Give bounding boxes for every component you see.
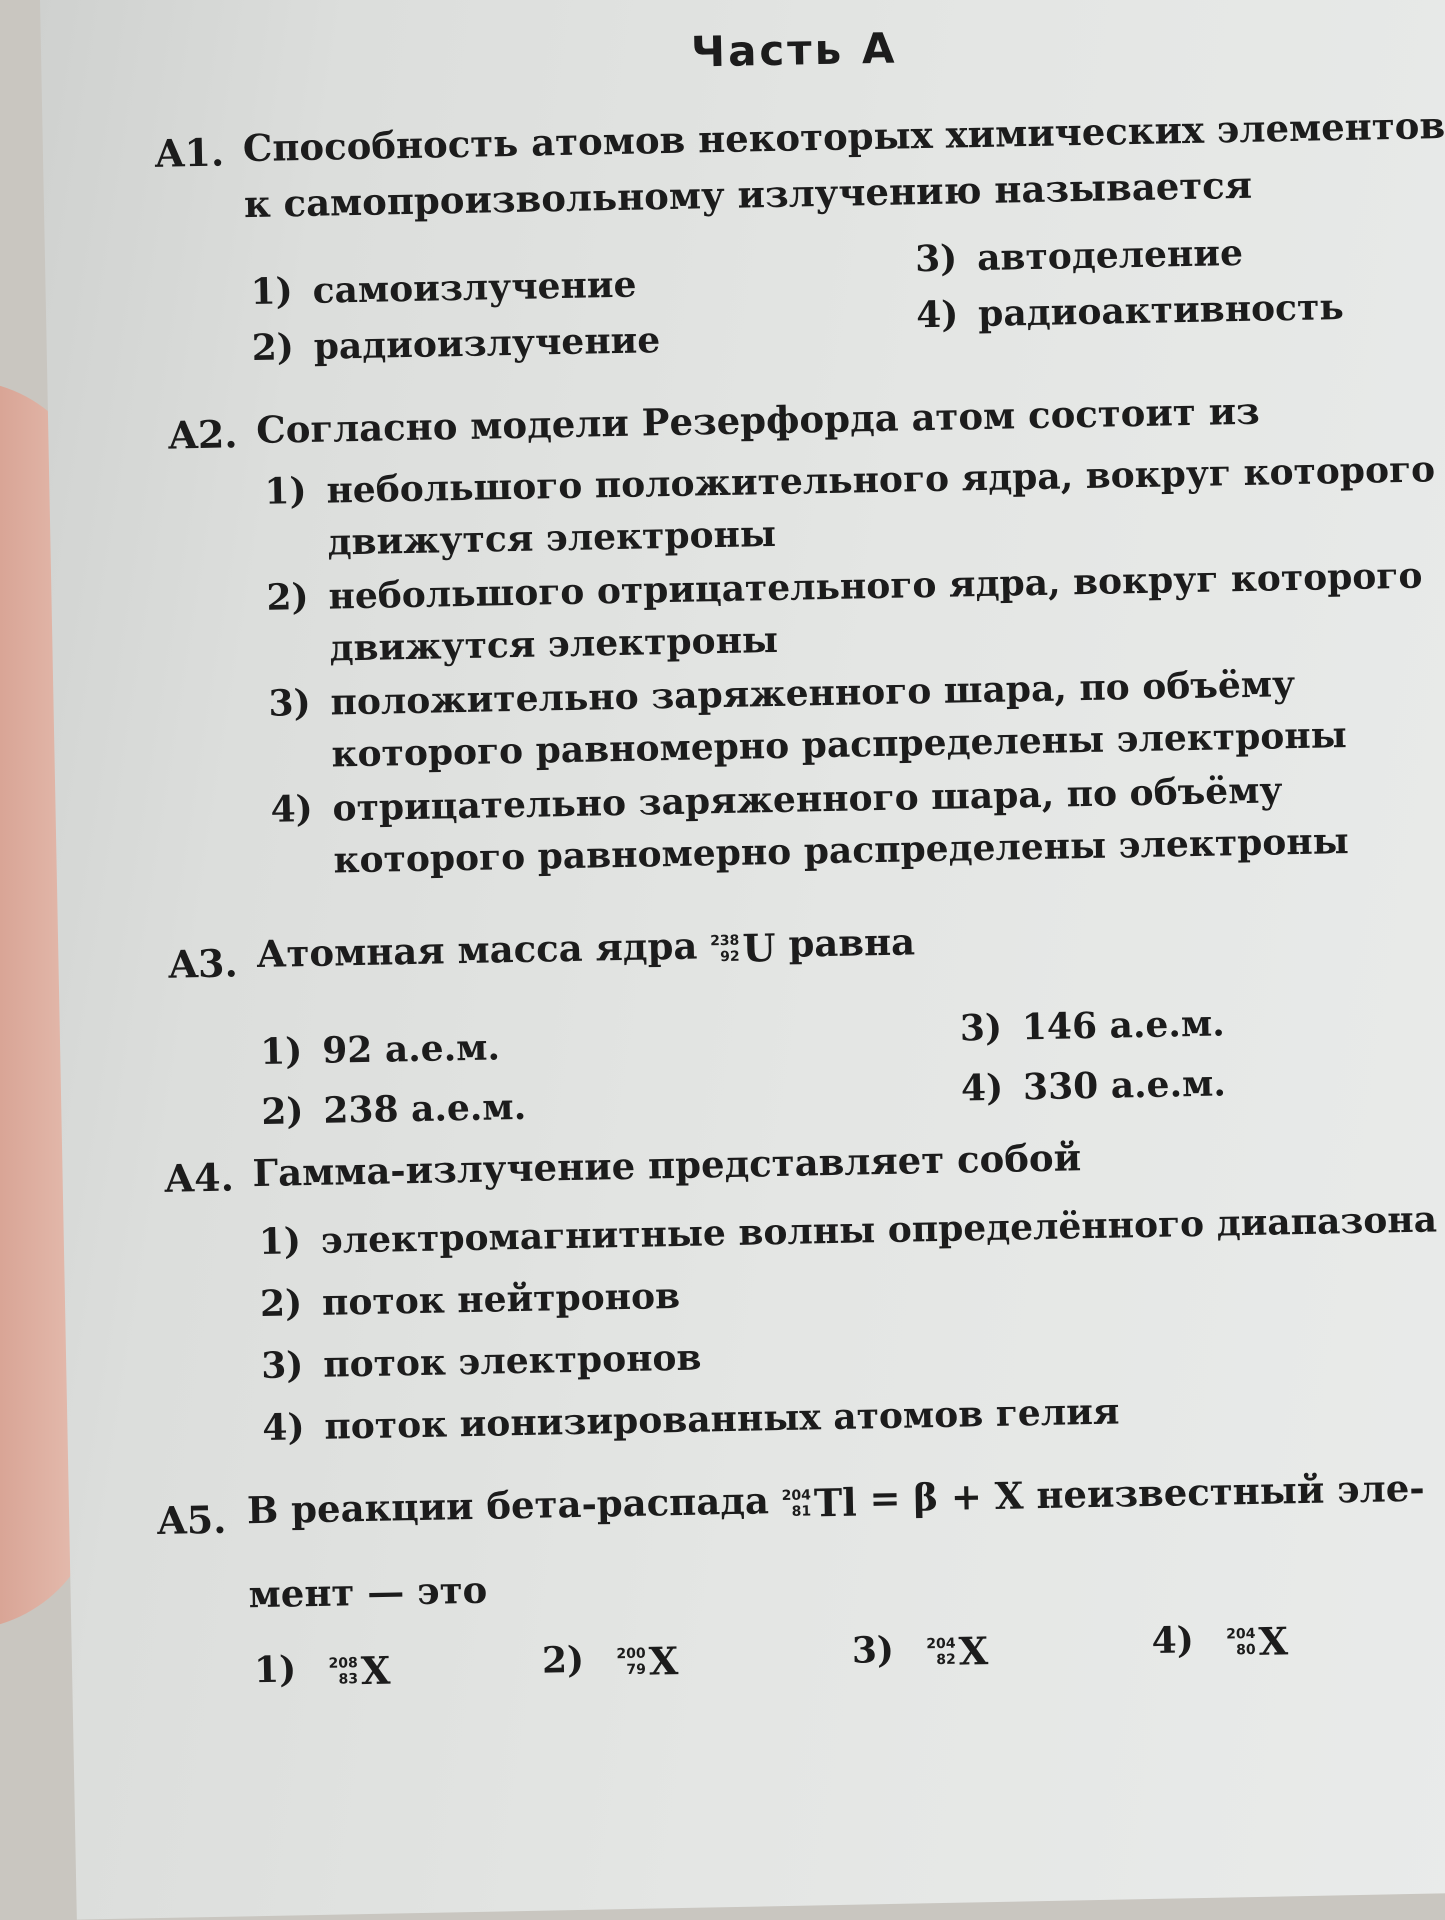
question-text-part: = β + X неизвестный эле-: [869, 1465, 1426, 1521]
paper-sheet: [40, 0, 1445, 1920]
answer-option: [851, 1622, 988, 1680]
element-symbol: X: [1258, 1618, 1289, 1664]
question-text-line: мент — это: [248, 1567, 488, 1617]
charge-number: 92: [720, 948, 740, 965]
option-text: 330 а.е.м.: [1022, 1062, 1227, 1109]
answer-option: [260, 1270, 681, 1330]
option-number: 4): [960, 1066, 1004, 1110]
option-number: 1): [253, 1648, 297, 1692]
option-number: 4): [270, 787, 314, 831]
question-number: A2.: [167, 411, 238, 458]
option-isotope: [616, 1635, 679, 1688]
question-number: A5.: [156, 1496, 227, 1544]
answer-option: [1151, 1612, 1288, 1670]
option-number: 4): [915, 293, 959, 337]
option-text: поток нейтронов: [321, 1274, 681, 1324]
answer-option: [915, 227, 1244, 285]
answer-option: [261, 1081, 527, 1138]
question-text: [246, 1460, 1425, 1542]
question-text-part: равна: [788, 919, 916, 966]
charge-number: 81: [791, 1502, 812, 1520]
charge-number: 82: [936, 1651, 956, 1669]
answer-option: [250, 259, 637, 318]
answer-option: [268, 655, 1445, 782]
answer-option: [260, 1021, 501, 1078]
charge-number: 79: [626, 1661, 647, 1679]
answer-option: [541, 1632, 678, 1690]
option-text: поток ионизированных атомов гелия: [324, 1390, 1120, 1448]
option-number: 2): [541, 1638, 585, 1682]
option-text: автоделение: [976, 231, 1244, 280]
question-text-line: Способность атомов некоторых химических элементов: [242, 103, 1445, 171]
answer-option: [262, 1386, 1120, 1454]
option-text: радиоактивность: [977, 286, 1345, 336]
option-number: 1): [264, 469, 307, 513]
question-number: A1.: [154, 129, 225, 176]
option-number: 4): [262, 1406, 305, 1449]
mass-number: 204: [781, 1486, 812, 1504]
option-text: отрицательно заряженного шара, по объёму которого равномерно распределены электроны: [332, 769, 1350, 882]
option-text: поток электронов: [322, 1336, 702, 1386]
option-number: 2): [266, 575, 310, 619]
uranium-isotope: [710, 920, 776, 977]
option-text: небольшого отрицательного ядра, вокруг которого движутся электроны: [328, 554, 1423, 670]
thallium-isotope: [781, 1474, 857, 1531]
answer-option: [270, 761, 1445, 888]
option-text: самоизлучение: [312, 263, 637, 312]
element-symbol: U: [742, 924, 777, 971]
mass-number: 208: [328, 1655, 358, 1672]
option-number: 1): [259, 1030, 303, 1073]
option-text: радиоизлучение: [313, 319, 661, 368]
option-number: 1): [258, 1220, 302, 1264]
question-number: A4.: [164, 1154, 235, 1201]
question-text: Согласно модели Резерфорда атом состоит из: [255, 388, 1261, 452]
answer-option: [264, 443, 1445, 570]
question-text-part: В реакции бета-распада: [246, 1478, 770, 1533]
option-number: 3): [268, 681, 312, 725]
charge-number: 83: [338, 1671, 359, 1688]
option-number: 3): [959, 1006, 1003, 1050]
question-number: A3.: [168, 940, 239, 987]
mass-number: 200: [616, 1645, 646, 1663]
question-text: [256, 913, 916, 985]
question-text-line: к самопроизвольному излучению называется: [243, 162, 1253, 227]
element-symbol: X: [958, 1628, 989, 1674]
option-text: электромагнитные волны определённого диапазона: [320, 1198, 1438, 1262]
answer-option: [916, 281, 1344, 341]
element-symbol: Tl: [813, 1479, 858, 1525]
element-symbol: X: [360, 1647, 391, 1694]
question-text: [242, 97, 1445, 232]
answer-option: [251, 314, 660, 374]
option-number: 1): [250, 270, 294, 314]
option-number: 3): [260, 1344, 304, 1388]
option-isotope: [926, 1625, 989, 1678]
answer-option: [261, 1332, 702, 1392]
option-isotope: [328, 1645, 391, 1698]
charge-number: 80: [1236, 1641, 1256, 1659]
option-number: 3): [914, 237, 958, 281]
option-text: 238 а.е.м.: [322, 1085, 527, 1132]
mass-number: 204: [926, 1635, 956, 1653]
part-title: Часть А: [690, 23, 898, 77]
option-number: 4): [1151, 1619, 1195, 1662]
option-text: 92 а.е.м.: [321, 1026, 501, 1072]
answer-option: [959, 997, 1225, 1054]
question-text-part: Атомная масса ядра: [255, 923, 698, 977]
test-content: [40, 0, 1445, 1920]
mass-number: 204: [1225, 1625, 1256, 1643]
option-isotope: [1226, 1615, 1289, 1668]
mass-number: 238: [709, 932, 740, 949]
option-text: небольшого положительного ядра, вокруг которого движутся электроны: [326, 448, 1436, 564]
option-number: 3): [851, 1628, 895, 1672]
question-text: Гамма-излучение представляет собой: [252, 1135, 1082, 1196]
option-number: 2): [260, 1090, 304, 1133]
element-symbol: X: [648, 1638, 679, 1684]
answer-option: [258, 1193, 1437, 1268]
answer-option: [266, 549, 1445, 676]
option-text: 146 а.е.м.: [1021, 1002, 1226, 1049]
answer-option: [254, 1642, 391, 1700]
option-number: 2): [259, 1282, 303, 1326]
option-text: положительно заряженного шара, по объёму которого равномерно распределены электроны: [330, 663, 1348, 776]
answer-option: [961, 1057, 1227, 1114]
option-number: 2): [251, 326, 295, 369]
